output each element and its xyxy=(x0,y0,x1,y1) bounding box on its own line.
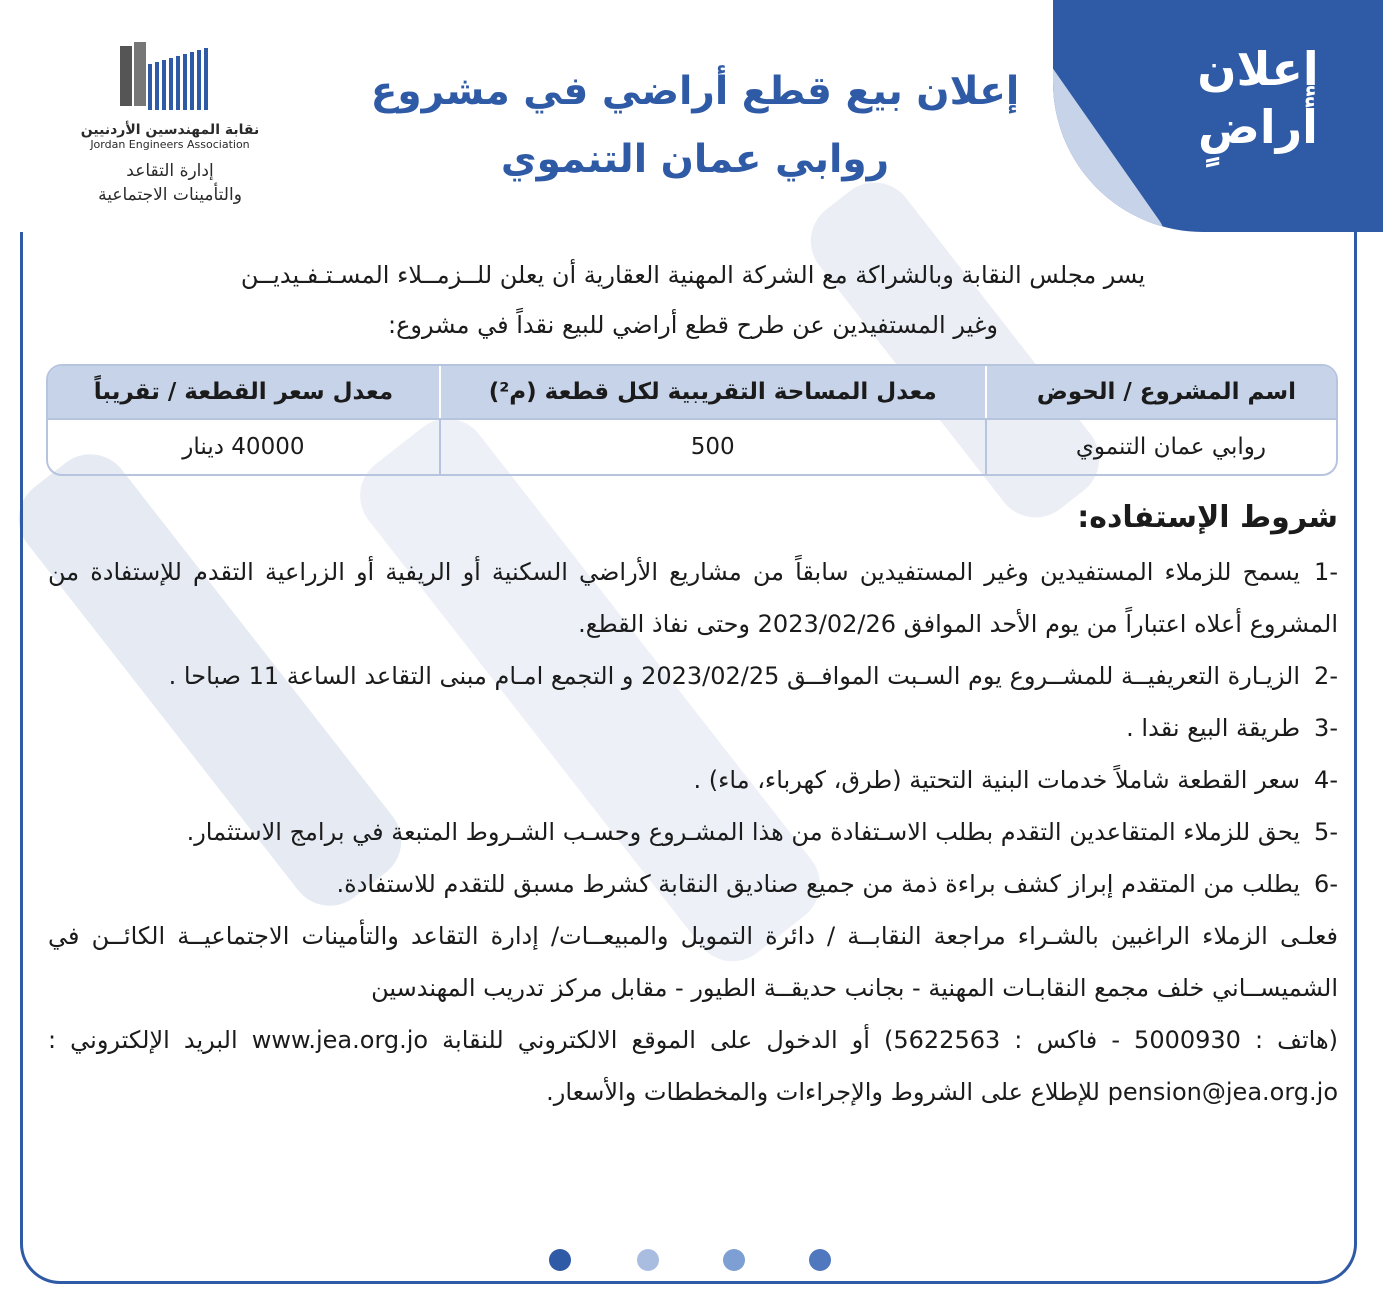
pagination-dot xyxy=(637,1249,659,1271)
banner xyxy=(1053,0,1383,232)
condition-text: يحق للزملاء المتقاعدين التقدم بطلب الاسـتفادة من هذا المشـروع وحسـب الشـروط المتبعة في برامج الاستثمار. xyxy=(186,818,1301,846)
logo-arabic-name: نقابة المهندسين الأردنيين xyxy=(80,122,260,138)
condition-text: الزيـارة التعريفيــة للمشــروع يوم السـبت الموافــق 2023/02/25 و التجمع امـام مبنى التقاعد الساعة 11 صباحا . xyxy=(168,662,1301,690)
project-table xyxy=(46,364,1338,476)
table-header: معدل سعر القطعة / تقريباً xyxy=(48,366,439,418)
condition-item xyxy=(48,858,1338,910)
banner-line2: أراضٍ xyxy=(1198,100,1318,154)
page-title xyxy=(330,58,1060,194)
table-header-row xyxy=(48,366,1336,418)
department-name xyxy=(70,159,270,207)
banner-text xyxy=(1183,40,1333,156)
condition-item xyxy=(48,546,1338,650)
table-cell: 40000 دينار xyxy=(48,418,439,474)
table-header: اسم المشروع / الحوض xyxy=(985,366,1336,418)
table-cell: 500 xyxy=(439,418,985,474)
table-header: معدل المساحة التقريبية لكل قطعة (م²) xyxy=(439,366,985,418)
title-line1: إعلان بيع قطع أراضي في مشروع xyxy=(370,69,1020,114)
conditions-title: شروط الإستفاده: xyxy=(1077,500,1338,535)
condition-number: -1 xyxy=(1314,558,1338,586)
condition-number: -6 xyxy=(1314,870,1338,898)
condition-number: -2 xyxy=(1314,662,1338,690)
pagination-dots xyxy=(549,1248,839,1272)
table-cell: روابي عمان التنموي xyxy=(985,418,1336,474)
banner-line1: إعلان xyxy=(1197,42,1319,96)
condition-item xyxy=(48,754,1338,806)
condition-number: -5 xyxy=(1314,818,1338,846)
announcement-body xyxy=(48,250,1338,1118)
department-line1: إدارة التقاعد xyxy=(126,161,214,181)
pagination-dot xyxy=(723,1249,745,1271)
pagination-dot xyxy=(809,1249,831,1271)
jea-logo-icon xyxy=(120,42,220,116)
banner-stripe xyxy=(1053,0,1177,232)
condition-item xyxy=(48,702,1338,754)
jea-logo xyxy=(70,42,270,207)
condition-number: -3 xyxy=(1314,714,1338,742)
title-line2: روابي عمان التنموي xyxy=(500,137,890,182)
logo-english-name: Jordan Engineers Association xyxy=(90,138,250,151)
table-row xyxy=(48,418,1336,474)
pagination-dot xyxy=(549,1249,571,1271)
condition-text: يطلب من المتقدم إبراز كشف براءة ذمة من جميع صناديق النقابة كشرط مسبق للتقدم للاستفادة. xyxy=(336,870,1301,898)
condition-number: -4 xyxy=(1314,766,1338,794)
condition-text: يسمح للزملاء المستفيدين وغير المستفيدين سابقاً من مشاريع الأراضي السكنية أو الريفية أو الزراعية التقدم للإستفادة من المشروع أعلاه اعتباراً من يوم الأحد الموافق 2023/02/26 وحتى نفاذ القطع. xyxy=(48,558,1338,638)
condition-text: طريقة البيع نقدا . xyxy=(1126,714,1301,742)
department-line2: والتأمينات الاجتماعية xyxy=(98,185,242,205)
intro-line1: يسر مجلس النقابة وبالشراكة مع الشركة المهنية العقارية أن يعلن للــزمــلاء المسـتـفـيديــن xyxy=(240,261,1146,289)
intro-line2: وغير المستفيدين عن طرح قطع أراضي للبيع نقداً في مشروع: xyxy=(388,311,998,339)
intro-paragraph xyxy=(48,250,1338,350)
condition-item xyxy=(48,650,1338,702)
closing-paragraph: فعلـى الزملاء الراغبين بالشـراء مراجعة النقابــة / دائرة التمويل والمبيعــات/ إدارة التقاعد والتأمينات الاجتماعيــة الكائــن في الشميســاني خلف مجمع النقابـات المهنية - بجانب حديقــة الطيور - مقابل مركز تدريب المهندسين xyxy=(48,922,1338,1002)
contact-paragraph: (هاتف : 5000930 - فاكس : 5622563) أو الدخول على الموقع الالكتروني للنقابة www.jea.org.jo البريد الإلكتروني : pension@jea.org.jo للإطلاع على الشروط والإجراءات والمخططات والأسعار. xyxy=(48,1026,1338,1106)
condition-item xyxy=(48,806,1338,858)
condition-text: سعر القطعة شاملاً خدمات البنية التحتية (طرق، كهرباء، ماء) . xyxy=(693,766,1301,794)
